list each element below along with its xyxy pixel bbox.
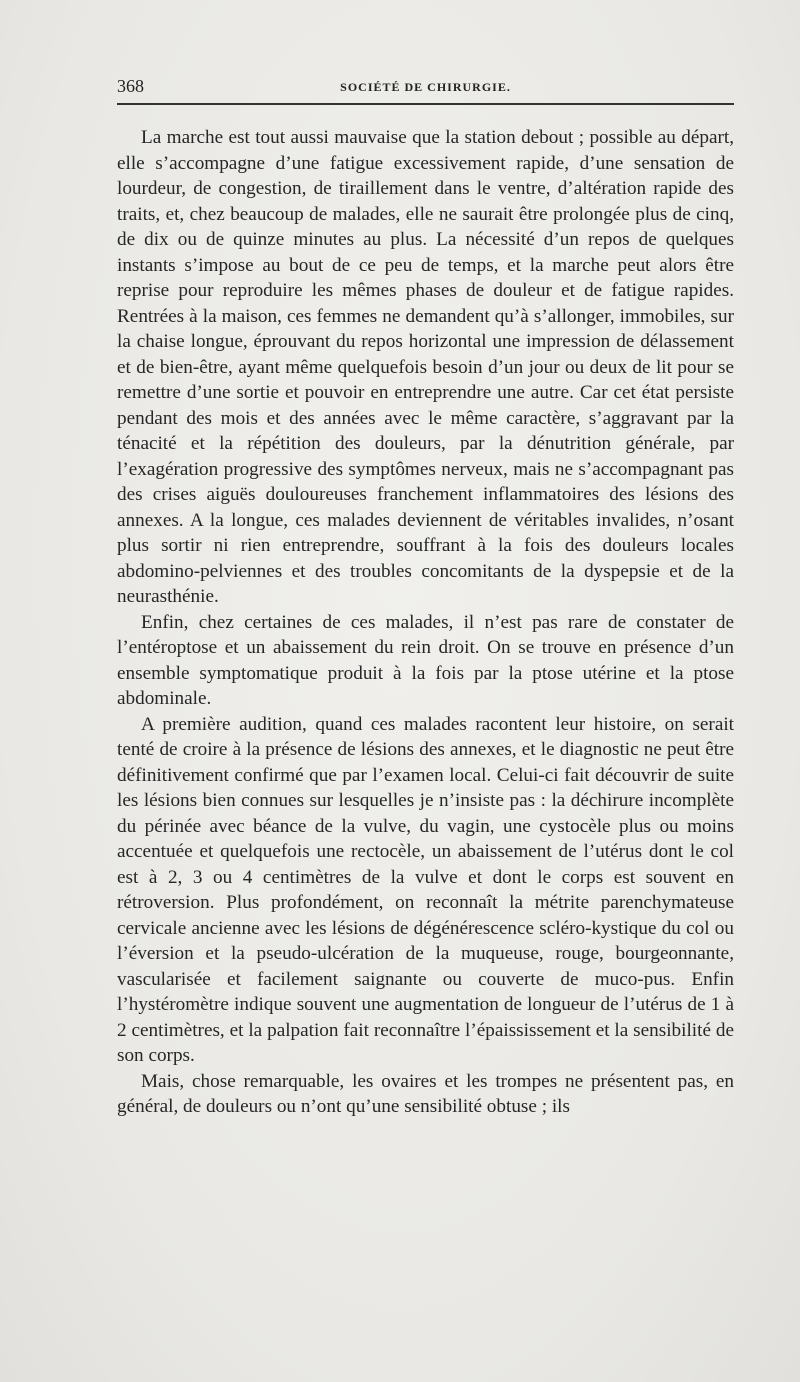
header-rule xyxy=(117,103,734,105)
page-header xyxy=(117,76,734,100)
paragraph-marche: La marche est tout aussi mauvaise que la station debout ; possible au départ, elle s’accompagne d’une fatigue excessivement rapide, d’une sensation de lourdeur, de congestion, de tiraillement dans le ventre, d’altération rapide des traits, et, chez beaucoup de malades, elle ne saurait être prolongée plus de cinq, de dix ou de quinze minutes au plus. La nécessité d’un repos de quelques instants s’impose au bout de ce peu de temps, et la marche peut alors être reprise pour reproduire les mêmes phases de douleur et de fatigue rapides. Rentrées à la maison, ces femmes ne demandent qu’à s’allonger, immobiles, sur la chaise longue, éprouvant du repos horizontal une impression de délassement et de bien-être, ayant même quelquefois besoin d’un jour ou deux de lit pour se remettre d’une sortie et pouvoir en entreprendre une autre. Car cet état persiste pendant des mois et des années avec le même caractère, s’aggravant par la ténacité et la répétition des douleurs, par la dénutrition générale, par l’exagération progressive des symptômes nerveux, mais ne s’accompagnant pas des crises aiguës douloureuses franchement inflammatoires des lésions des annexes. A la longue, ces malades deviennent de véritables invalides, n’osant plus sortir ni rien entreprendre, souffrant à la fois des douleurs locales abdomino-pelviennes et des troubles concomitants de la dyspepsie et de la neurasthénie. xyxy=(117,127,734,607)
paragraph-enfin: Enfin, chez certaines de ces malades, il n’est pas rare de constater de l’entéroptose et un abaissement du rein droit. On se trouve en présence d’un ensemble symptomatique produit à la fois par la ptose utérine et la ptose abdominale. xyxy=(117,611,734,709)
body-text xyxy=(117,125,734,1120)
paragraph-mais: Mais, chose remarquable, les ovaires et les trompes ne présentent pas, en général, de douleurs ou n’ont qu’une sensibilité obtuse ; ils xyxy=(117,1070,734,1117)
page-number: 368 xyxy=(117,76,144,96)
running-head: SOCIÉTÉ DE CHIRURGIE. xyxy=(340,80,511,94)
paragraph-premiere-audition: A première audition, quand ces malades racontent leur histoire, on serait tenté de croire à la présence de lésions des annexes, et le diagnostic ne peut être définitivement confirmé que par l’examen local. Celui-ci fait découvrir de suite les lésions bien connues sur lesquelles je n’insiste pas : la déchirure incomplète du périnée avec béance de la vulve, du vagin, une cystocèle plus ou moins accentuée et quelquefois une rectocèle, un abaissement de l’utérus dont le col est à 2, 3 ou 4 centimètres de la vulve et dont le corps est souvent en rétroversion. Plus profondément, on reconnaît la métrite parenchymateuse cervicale ancienne avec les lésions de dégénérescence scléro-kystique du col ou l’éversion et la pseudo-ulcération de la muqueuse, rouge, bourgeonnante, vascularisée et facilement saignante ou couverte de muco-pus. Enfin l’hystéromètre indique souvent une augmentation de longueur de l’utérus de 1 à 2 centimètres, et la palpation fait reconnaître l’épaississement et la sensibilité de son corps. xyxy=(117,713,734,1066)
